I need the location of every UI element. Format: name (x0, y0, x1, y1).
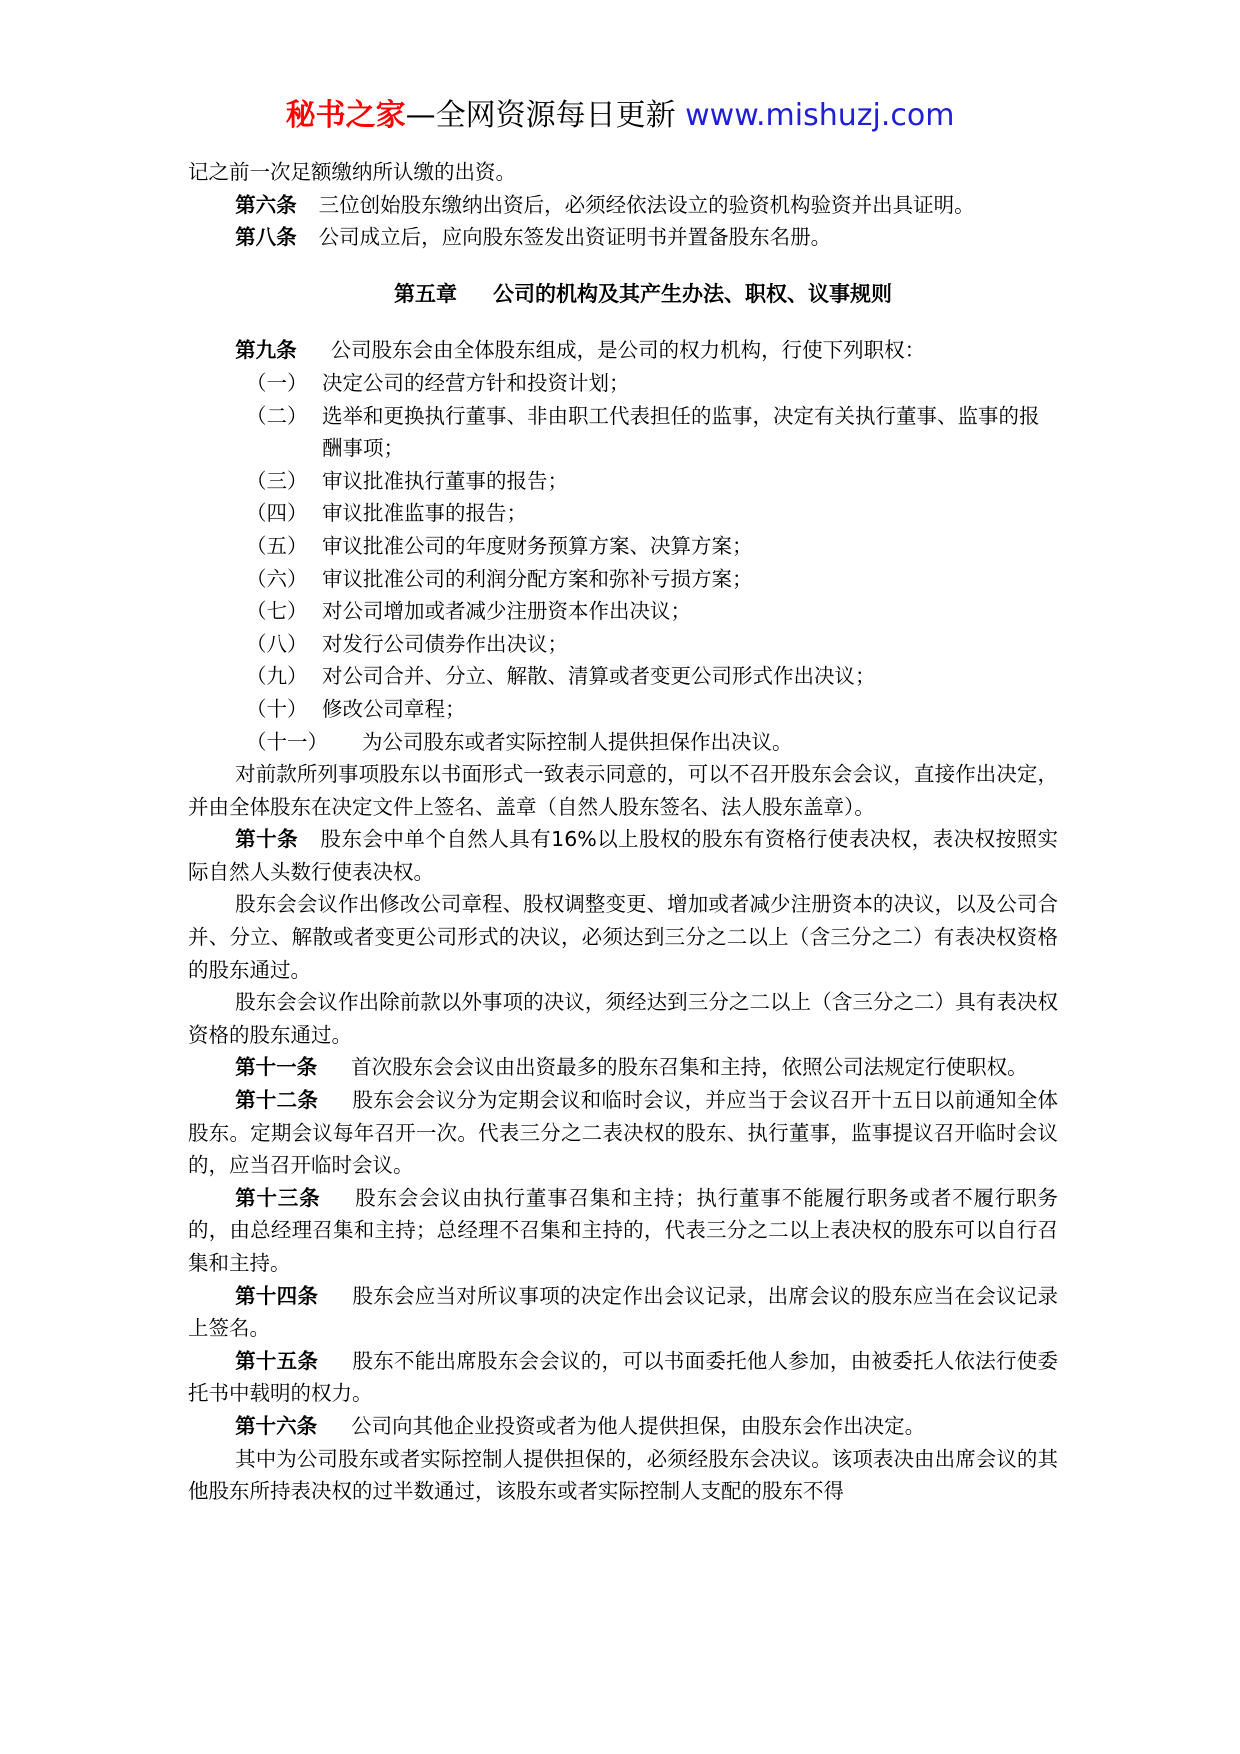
list-item-text: 审议批准公司的年度财务预算方案、决算方案； (322, 533, 753, 558)
article-10-para-3: 股东会会议作出除前款以外事项的决议，须经达到三分之二以上（含三分之二）具有表决权资格的股东通过。 (188, 990, 1058, 1047)
article-text: 首次股东会会议由出资最多的股东召集和主持，依照公司法规定行使职权。 (351, 1055, 1028, 1080)
article-text: 股东会会议分为定期会议和临时会议，并应当于会议召开十五日以前通知全体股东。定期会议每年召开一次。代表三分之二表决权的股东、执行董事，监事提议召开临时会议的，应当召开临时会议。 (188, 1088, 1059, 1178)
article-11 (188, 1051, 1058, 1084)
list-item-text: 为公司股东或者实际控制人提供担保作出决议。 (362, 729, 793, 754)
list-item-number: （一） (246, 370, 308, 395)
list-item-text: 审议批准监事的报告； (322, 501, 527, 526)
article-8 (188, 221, 1058, 254)
article-9-closing: 对前款所列事项股东以书面形式一致表示同意的，可以不召开股东会会议，直接作出决定，并由全体股东在决定文件上签名、盖章（自然人股东签名、法人股东盖章）。 (188, 762, 1058, 819)
list-item (188, 367, 1058, 400)
list-item-number: （十） (246, 696, 308, 721)
list-item-text: 审议批准执行董事的报告； (322, 468, 568, 493)
list-item (188, 400, 1058, 465)
chapter-heading (188, 278, 1058, 311)
article-text: 股东不能出席股东会会议的，可以书面委托他人参加，由被委托人依法行使委托书中载明的权力。 (188, 1348, 1059, 1406)
chapter-number: 第五章 (394, 281, 457, 306)
article-text: 股东会应当对所议事项的决定作出会议记录，出席会议的股东应当在会议记录上签名。 (188, 1283, 1059, 1341)
article-label: 第十六条 (235, 1413, 318, 1438)
list-item-text: 对发行公司债券作出决议； (322, 631, 568, 656)
chapter-title: 公司的机构及其产生办法、职权、议事规则 (493, 281, 892, 306)
article-10-para-2: 股东会会议作出修改公司章程、股权调整变更、增加或者减少注册资本的决议，以及公司合并、分立、解散或者变更公司形式的决议，必须达到三分之二以上（含三分之二）有表决权资格的股东通过。 (188, 892, 1058, 982)
list-item-number: （六） (246, 566, 308, 591)
article-text: 公司成立后，应向股东签发出资证明书并置备股东名册。 (318, 225, 832, 250)
article-label: 第十一条 (235, 1055, 318, 1080)
article-6 (188, 189, 1058, 222)
article-text: 公司股东会由全体股东组成，是公司的权力机构，行使下列职权： (330, 338, 926, 363)
list-item (188, 628, 1058, 661)
article-label: 第六条 (235, 192, 297, 217)
list-item (188, 693, 1058, 726)
article-9 (188, 334, 1058, 367)
list-item-number: （九） (246, 664, 308, 689)
list-item-number: （十一） (246, 729, 328, 754)
article-label: 第十二条 (235, 1088, 319, 1113)
header-brand: 秘书之家 (285, 98, 406, 133)
list-item-text: 对公司增加或者减少注册资本作出决议； (322, 599, 691, 624)
list-item-number: （二） (246, 403, 308, 428)
article-label: 第九条 (235, 338, 297, 363)
list-item-text: 决定公司的经营方针和投资计划； (322, 370, 630, 395)
list-item-text: 修改公司章程； (322, 696, 466, 721)
article-text: 股东会会议由执行董事召集和主持；执行董事不能履行职务或者不履行职务的，由总经理召集和主持；总经理不召集和主持的，代表三分之二以上表决权的股东可以自行召集和主持。 (188, 1185, 1059, 1275)
article-label: 第八条 (235, 225, 297, 250)
article-text: 公司向其他企业投资或者为他人提供担保，由股东会作出决定。 (351, 1413, 926, 1438)
list-item-number: （八） (246, 631, 308, 656)
article-12 (188, 1084, 1058, 1182)
list-item (188, 563, 1058, 596)
list-item-number: （五） (246, 533, 308, 558)
article-text: 三位创始股东缴纳出资后，必须经依法设立的验资机构验资并出具证明。 (318, 192, 975, 217)
list-item (188, 530, 1058, 563)
list-item (188, 465, 1058, 498)
article-13 (188, 1182, 1058, 1280)
article-16-para-2: 其中为公司股东或者实际控制人提供担保的，必须经股东会决议。该项表决由出席会议的其他股东所持表决权的过半数通过，该股东或者实际控制人支配的股东不得 (188, 1446, 1058, 1504)
page-header (0, 96, 1240, 136)
article-label: 第十三条 (235, 1185, 321, 1210)
article-15 (188, 1345, 1058, 1410)
document-body (188, 156, 1058, 1508)
intro-fragment: 记之前一次足额缴纳所认缴的出资。 (188, 160, 516, 184)
article-14 (188, 1280, 1058, 1345)
list-item-number: （三） (246, 468, 308, 493)
article-label: 第十五条 (235, 1348, 319, 1373)
list-item-number: （四） (246, 501, 308, 526)
article-16 (188, 1410, 1058, 1443)
header-url-link[interactable]: www.mishuzj.com (685, 98, 955, 133)
article-label: 第十四条 (235, 1283, 319, 1308)
list-item-text: 审议批准公司的利润分配方案和弥补亏损方案； (322, 566, 753, 591)
list-item (188, 595, 1058, 628)
list-item-text: 对公司合并、分立、解散、清算或者变更公司形式作出决议； (322, 664, 876, 689)
article-10 (188, 823, 1058, 888)
article-text: 股东会中单个自然人具有16%以上股权的股东有资格行使表决权，表决权按照实际自然人头数行使表决权。 (188, 827, 1059, 884)
list-item-number: （七） (246, 599, 308, 624)
article-label: 第十条 (235, 827, 299, 852)
list-item (188, 726, 1058, 759)
header-slogan: —全网资源每日更新 (405, 98, 676, 133)
list-item (188, 497, 1058, 530)
list-item (188, 660, 1058, 693)
list-item-text: 选举和更换执行董事、非由职工代表担任的监事，决定有关执行董事、监事的报酬事项； (322, 403, 1040, 461)
